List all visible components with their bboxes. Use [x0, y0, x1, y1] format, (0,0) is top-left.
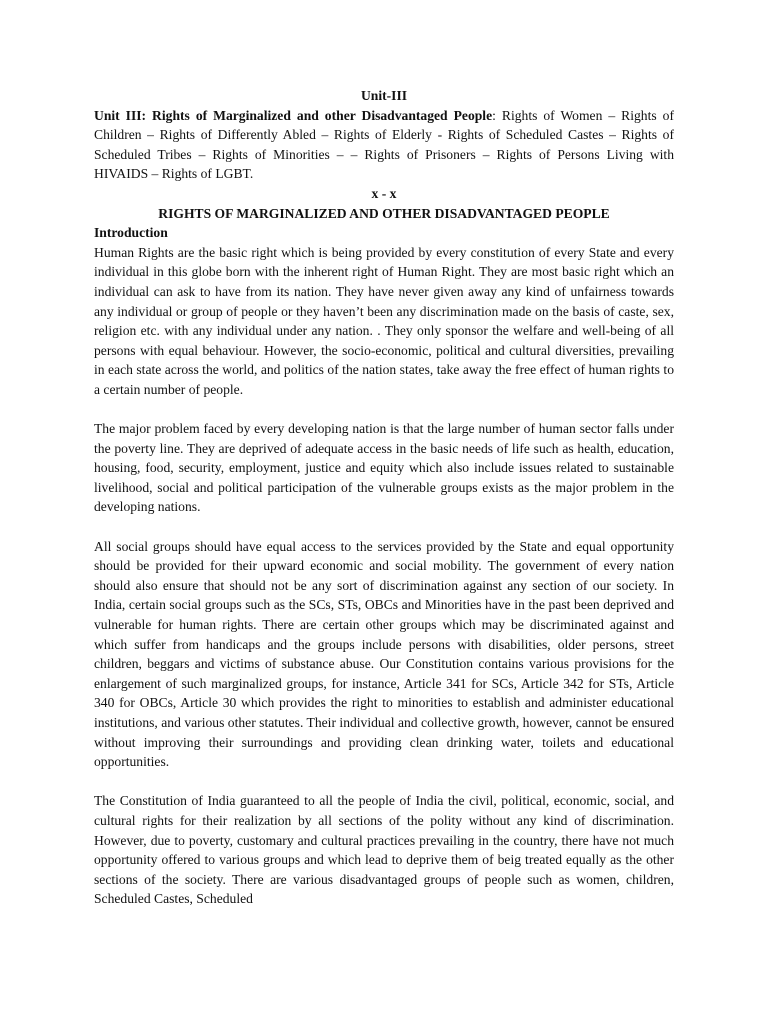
paragraph-1: Human Rights are the basic right which is being provided by every constitution of every State and every individual in this globe born with the inherent right of Human Right. They are most basic right which an individual can ask to have from its nation. They have never given away any kind of unfairness towards any individual or group of people or they haven’t been any discrimination made on the basis of caste, sex, religion etc. with any individual under any nation. . They only sponsor the welfare and well-being of all persons with equal behaviour. However, the socio-economic, political and cultural diversities, prevailing in each state across the world, and politics of the nation states, take away the free effect of human rights to a certain number of people. [94, 244, 674, 397]
paragraph-spacer [94, 400, 674, 420]
paragraph-spacer [94, 517, 674, 537]
paragraph-3: All social groups should have equal access to the services provided by the State and equal opportunity should be provided for their upward economic and social mobility. The government of every nation should also ensure that should not be any sort of discrimination against any section of our society. In India, certain social groups such as the SCs, STs, OBCs and Minorities have in the past been deprived and vulnerable for human rights. There are certain other groups which may be discriminated against and which suffer from handicaps and the groups include persons with disabilities, older persons, street children, beggars and victims of substance abuse. Our Constitution contains various provisions for the enlargement of such marginalized groups, for instance, Article 341 for SCs, Article 342 for STs, Article 340 for OBCs, Article 30 which provides the right to minorities to establish and administer educational institutions, and various other statutes. Their individual and collective growth, however, cannot be ensured without improving their surroundings and providing clean drinking water, toilets and educational opportunities. [94, 538, 674, 770]
section-separator: x - x [371, 185, 397, 201]
paragraph-4: The Constitution of India guaranteed to all the people of India the civil, political, economic, social, and cultural rights for their realization by all sections of the polity without any kind of discrimination. However, due to poverty, customary and cultural practices prevailing in the country, there have not much opportunity offered to various groups and which lead to deprive them of beig treated equally as the other sections of the society. There are various disadvantaged groups of people such as women, children, Scheduled Castes, Scheduled [94, 793, 674, 907]
unit-title: Unit-III [360, 88, 408, 103]
unit-syllabus [94, 106, 674, 184]
paragraph-2: The major problem faced by every developing nation is that the large number of human sector falls under the poverty line. They are deprived of adequate access in the basic needs of life such as health, education, housing, food, security, employment, justice and equity which also include issues related to sustainable livelihood, social and political participation of the vulnerable groups exists as the major problem in the developing nations. [94, 421, 674, 515]
unit-lead-rest: : Rights of Women – Rights of Children – Rights of Differently Abled – Rights of Elderly - Rights of Scheduled Castes – Rights of Scheduled Tribes – Rights of Minorities – – Rights of Prisoners – Rights of Persons Living with HIVAIDS – Rights of LGBT. [94, 107, 674, 182]
main-heading: RIGHTS OF MARGINALIZED AND OTHER DISADVANTAGED PEOPLE [158, 205, 610, 221]
section-heading: Introduction [94, 225, 168, 241]
unit-lead-bold: Unit III: Rights of Marginalized and other Disadvantaged People [94, 107, 493, 123]
paragraph-spacer [94, 772, 674, 792]
